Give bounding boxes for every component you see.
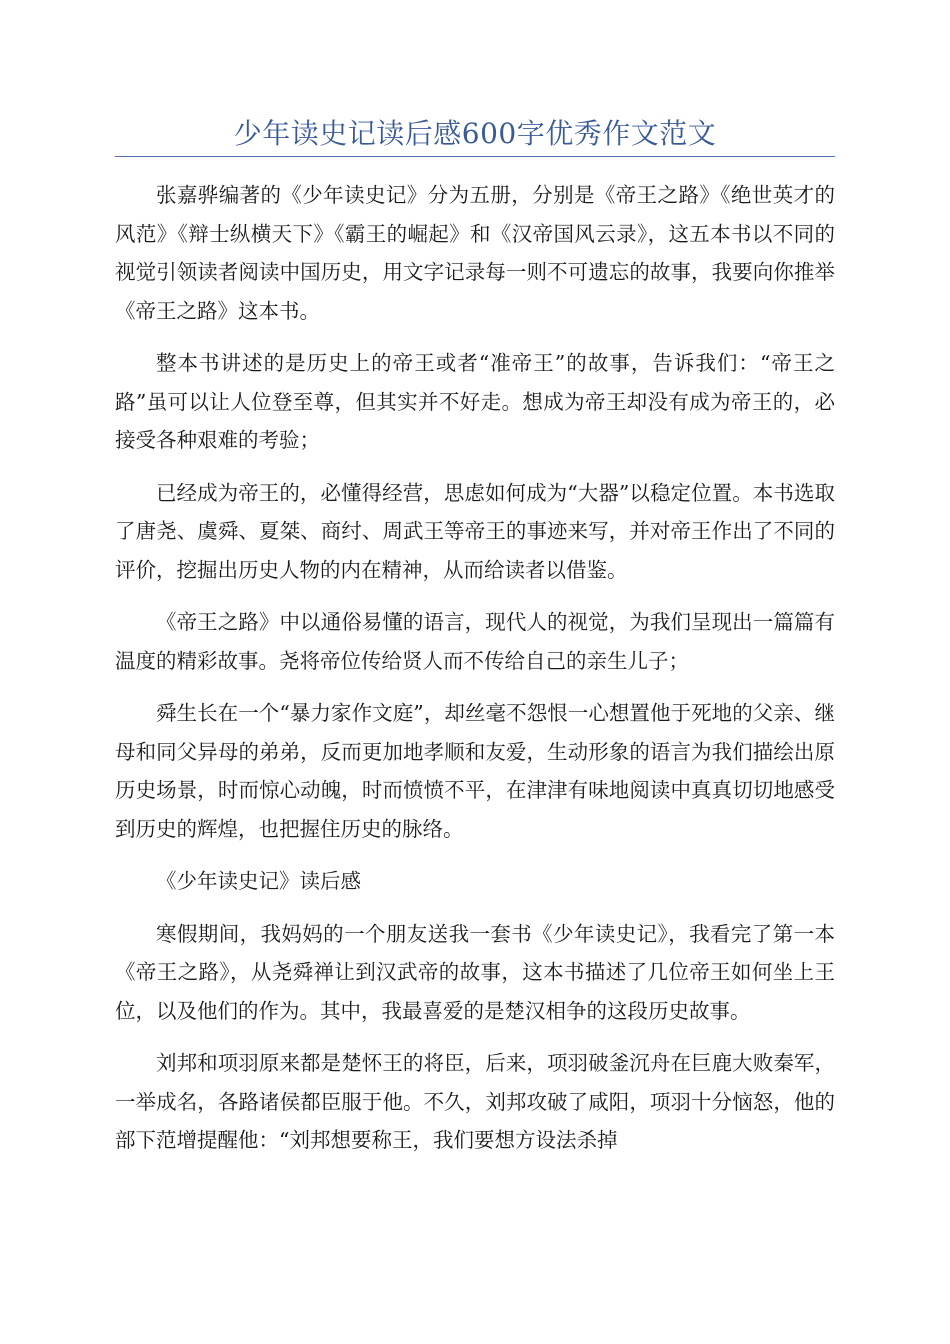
paragraph: 刘邦和项羽原来都是楚怀王的将臣，后来，项羽破釜沉舟在巨鹿大败秦军，一举成名，各路诸侯都臣服于他。不久，刘邦攻破了咸阳，项羽十分恼怒，他的部下范增提醒他：“刘邦想要称王，我们要想方设法杀掉 [115, 1051, 835, 1152]
paragraph: 寒假期间，我妈妈的一个朋友送我一套书《少年读史记》，我看完了第一本《帝王之路》，从尧舜禅让到汉武帝的故事，这本书描述了几位帝王如何坐上王位，以及他们的作为。其中，我最喜爱的是楚汉相争的这段历史故事。 [115, 921, 835, 1023]
section-heading: 《少年读史记》读后感 [156, 869, 361, 893]
paragraph: 《帝王之路》中以通俗易懂的语言，现代人的视觉，为我们呈现出一篇篇有温度的精彩故事。尧将帝位传给贤人而不传给自己的亲生儿子； [115, 610, 835, 673]
paragraph: 舜生长在一个“暴力家作文庭”，却丝毫不怨恨一心想置他于死地的父亲、继母和同父异母的弟弟，反而更加地孝顺和友爱，生动形象的语言为我们描绘出原历史场景，时而惊心动魄，时而愤愤不平，在津津有味地阅读中真真切切地感受到历史的辉煌，也把握住历史的脉络。 [115, 701, 835, 841]
document-title: 少年读史记读后感600字优秀作文范文 [233, 117, 717, 150]
paragraph: 已经成为帝王的，必懂得经营，思虑如何成为“大器”以稳定位置。本书选取了唐尧、虞舜、夏桀、商纣、周武王等帝王的事迹来写，并对帝王作出了不同的评价，挖掘出历史人物的内在精神，从而给读者以借鉴。 [115, 480, 835, 582]
title-underline [115, 156, 835, 157]
paragraph: 张嘉骅编著的《少年读史记》分为五册，分别是《帝王之路》《绝世英才的风范》《辩士纵横天下》《霸王的崛起》和《汉帝国风云录》，这五本书以不同的视觉引领读者阅读中国历史，用文字记录每一则不可遗忘的故事，我要向你推举《帝王之路》这本书。 [115, 183, 835, 323]
document-body [115, 176, 835, 1174]
paragraph: 整本书讲述的是历史上的帝王或者“准帝王”的故事，告诉我们：“帝王之路”虽可以让人位登至尊，但其实并不好走。想成为帝王却没有成为帝王的，必接受各种艰难的考验； [115, 351, 835, 452]
